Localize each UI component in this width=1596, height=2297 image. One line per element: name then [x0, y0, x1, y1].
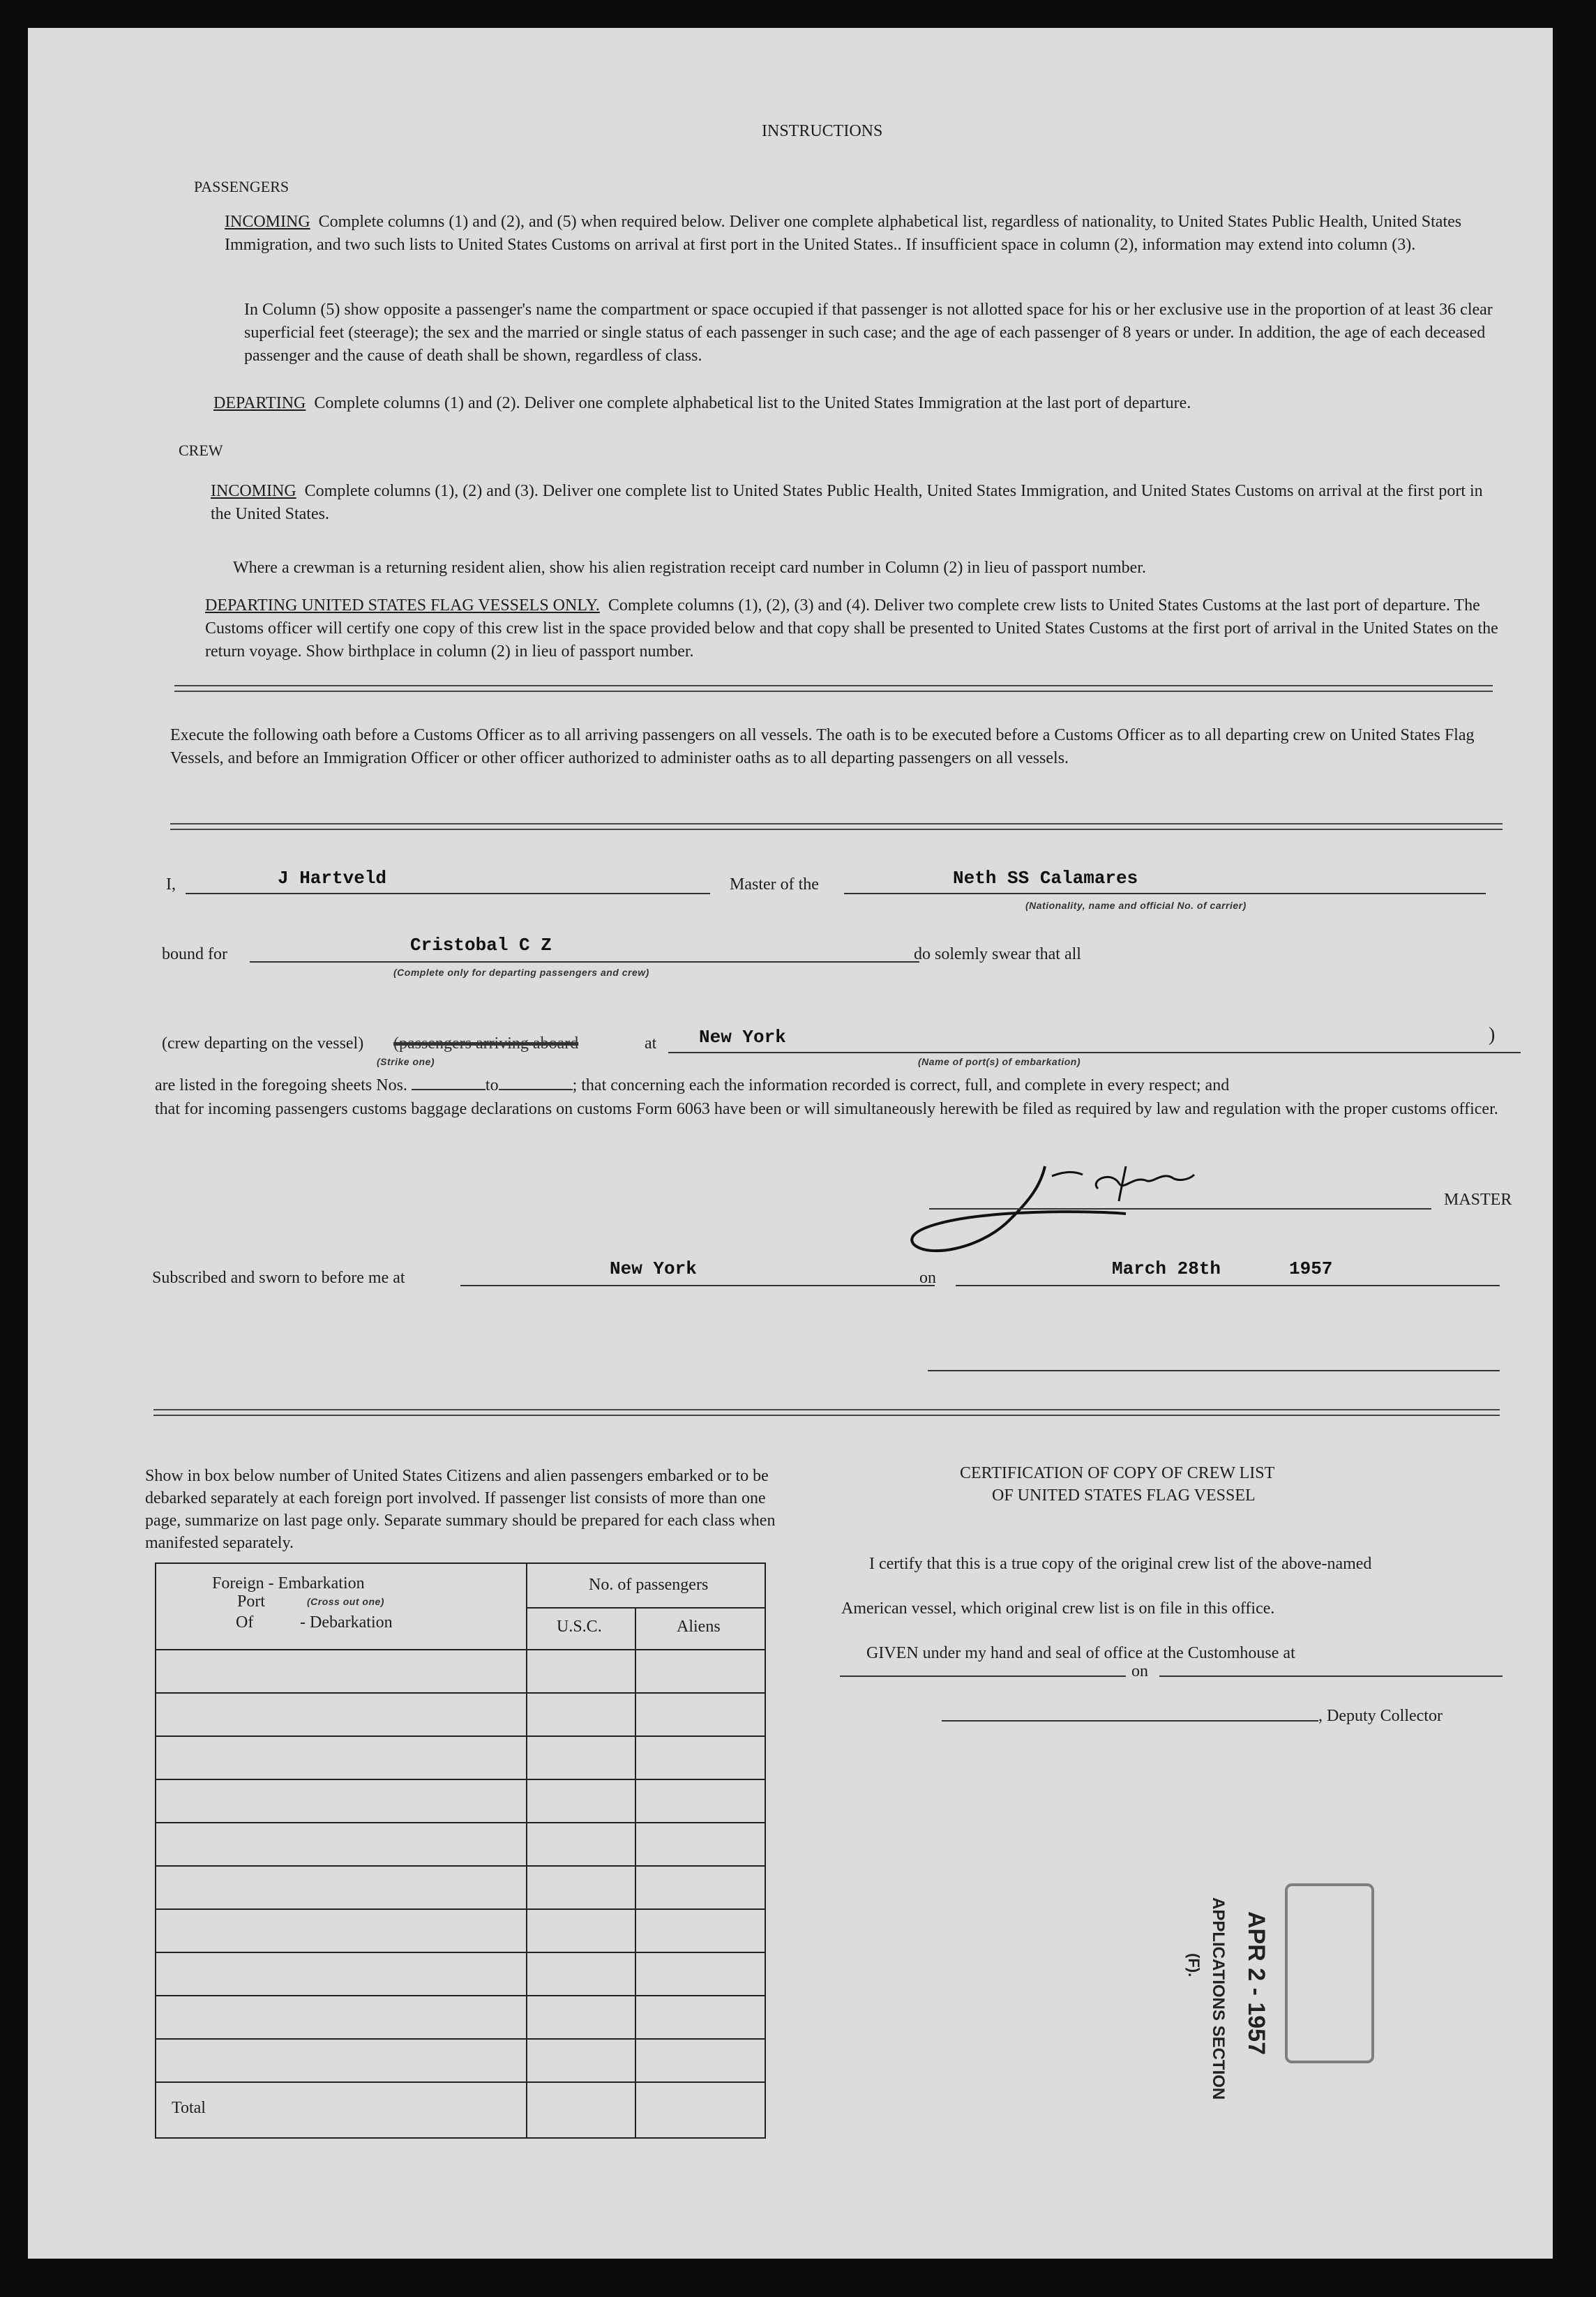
table-row-divider [156, 1779, 765, 1780]
sworn-on-label: on [919, 1269, 936, 1287]
strike-caption: (Strike one) [377, 1056, 435, 1067]
master-name-line [186, 893, 710, 894]
departing-text: Complete columns (1) and (2). Deliver one complete alphabetical list to the United States Immigration at the last port of departure. [314, 394, 1191, 412]
col-of-header: Of [236, 1613, 254, 1632]
passengers-incoming-instruction [225, 211, 1529, 257]
flag-text: Complete columns (1), (2), (3) and (4). Deliver two complete crew lists to United States Customs at the last port of departure. The Customs officer will certify one copy of this crew list in the space provided below and that copy shall be presented to United States Customs at the first port of arrival in the United States on the return voyage. Show birthplace in column (2) in lieu of passport number. [205, 596, 1498, 661]
at-label: at [645, 1034, 657, 1053]
col-passengers-header: No. of passengers [589, 1576, 709, 1594]
master-label: MASTER [1444, 1191, 1512, 1209]
struck-passengers-text: (passengers arriving aboard [393, 1034, 579, 1053]
stamp-border [1285, 1883, 1374, 2063]
sheet-from-field [412, 1089, 485, 1090]
table-row-divider [156, 2081, 765, 2083]
vessel-line [844, 893, 1486, 894]
vessel-value: Neth SS Calamares [953, 868, 1138, 889]
to-label: to [485, 1076, 499, 1094]
sheets-suffix: ; that concerning each the information recorded is correct, full, and complete in every respect; and [572, 1076, 1230, 1094]
sworn-date-line [956, 1285, 1500, 1286]
certification-title-line2: OF UNITED STATES FLAG VESSEL [992, 1486, 1256, 1505]
table-column-divider [635, 1607, 636, 2137]
certification-line1: I certify that this is a true copy of the original crew list of the above-named [869, 1555, 1372, 1573]
certification-line2: American vessel, which original crew list is on file in this office. [841, 1599, 1275, 1618]
sworn-year-value: 1957 [1289, 1258, 1333, 1279]
summary-instructions: Show in box below number of United States Citizens and alien passengers embarked or to be debarked separately at each foreign port involved. If passenger list consists of more than one page, summarize on last page only. Separate summary should be prepared for each class when manifested separately. [145, 1467, 776, 1552]
table-row-divider [156, 1865, 765, 1867]
table-row-divider [156, 1822, 765, 1823]
crew-departing-text: (crew departing on the vessel) [162, 1034, 364, 1053]
table-row-divider [156, 2038, 765, 2040]
section-divider [153, 1409, 1500, 1416]
oath-intro: Execute the following oath before a Customs Officer as to all arriving passengers on all vessels. The oath is to be executed before a Customs Officer as to all departing crew on United States Flag Vessels, and before an Immigration Officer or other officer authorized to administer oaths as to all departing passengers on all vessels. [170, 726, 1475, 767]
deputy-signature-line [942, 1720, 1318, 1722]
customhouse-place-line [840, 1675, 1126, 1677]
table-row-divider [156, 1908, 765, 1910]
signature-line [929, 1208, 1431, 1210]
flag-vessel-instruction [205, 594, 1503, 663]
certification-on-label: on [1131, 1662, 1148, 1680]
master-name-value: J Hartveld [278, 868, 387, 889]
oath-i-label: I, [166, 875, 176, 894]
table-row-divider [156, 1692, 765, 1694]
instructions-title: INSTRUCTIONS [762, 122, 883, 140]
col-aliens-header: Aliens [677, 1618, 721, 1636]
col-cross-caption: (Cross out one) [307, 1596, 384, 1607]
embark-caption: (Name of port(s) of embarkation) [918, 1056, 1081, 1067]
table-row-divider [156, 1995, 765, 1996]
received-stamp [1123, 1883, 1374, 2100]
crew-incoming-text: Complete columns (1), (2) and (3). Deliver one complete list to United States Public Health, United States Immigration, and United States Customs on arrival at the first port in the United States. [211, 482, 1483, 523]
passenger-summary-table [155, 1562, 766, 2139]
incoming-label: INCOMING [225, 213, 310, 231]
master-of-label: Master of the [730, 875, 819, 894]
crewman-instruction: Where a crewman is a returning resident alien, show his alien registration receipt card number in Column (2) in lieu of passport number. [233, 559, 1146, 577]
col-port-header: Port [237, 1592, 266, 1611]
col-foreign-header: Foreign - Embarkation [212, 1574, 365, 1592]
deputy-collector-label: , Deputy Collector [1318, 1707, 1443, 1725]
section-divider [170, 823, 1503, 830]
sworn-place-line [460, 1285, 935, 1286]
stamp-code: (F). [1185, 1953, 1203, 1978]
vessel-caption: (Nationality, name and official No. of carrier) [1025, 900, 1247, 911]
total-label: Total [172, 2099, 206, 2117]
sworn-label: Subscribed and sworn to before me at [152, 1269, 405, 1287]
crew-heading: CREW [179, 442, 223, 459]
close-paren: ) [1489, 1024, 1496, 1046]
sheets-prefix: are listed in the foregoing sheets Nos. [155, 1076, 407, 1094]
certification-date-line [1159, 1675, 1503, 1677]
table-header-divider [526, 1607, 765, 1609]
sworn-date-value: March 28th [1112, 1258, 1221, 1279]
col-debark-header: - Debarkation [300, 1613, 393, 1632]
embark-port-line [668, 1052, 1521, 1053]
passengers-heading: PASSENGERS [194, 178, 289, 195]
column5-instruction: In Column (5) show opposite a passenger's name the compartment or space occupied if that passenger is not allotted space for his or her exclusive use in the proportion of at least 36 clear superficial feet (steerage); the sex and the married or single status of each passenger in such case; and the age of each passenger of 8 years or under. In addition, the age of each deceased passenger and the cause of death shall be shown, regardless of class. [244, 301, 1493, 365]
bound-for-label: bound for [162, 945, 227, 963]
document-page [28, 28, 1553, 2259]
stamp-date: APR 2 - 1957 [1243, 1911, 1270, 2055]
table-row-divider [156, 1735, 765, 1737]
baggage-statement: that for incoming passengers customs baggage declarations on customs Form 6063 have been or will simultaneously herewith be filed as required by law and regulation with the proper customs officer. [155, 1100, 1498, 1118]
table-row-divider [156, 1649, 765, 1650]
destination-caption: (Complete only for departing passengers and crew) [393, 967, 649, 978]
departing-label: DEPARTING [213, 394, 306, 412]
col-usc-header: U.S.C. [557, 1618, 602, 1636]
sworn-place-value: New York [610, 1258, 697, 1279]
officer-signature-line [928, 1370, 1500, 1371]
crew-incoming-instruction [211, 480, 1494, 526]
destination-line [250, 961, 919, 963]
swear-text: do solemly swear that all [914, 945, 1081, 963]
certification-title-line1: CERTIFICATION OF COPY OF CREW LIST [960, 1464, 1275, 1482]
certification-line3: GIVEN under my hand and seal of office at the Customhouse at [866, 1644, 1295, 1662]
sheet-to-field [499, 1089, 573, 1090]
incoming-text: Complete columns (1) and (2), and (5) when required below. Deliver one complete alphabetical list, regardless of nationality, to United States Public Health, United States Immigration, and two such lists to United States Customs on arrival at first port in the United States.. If insufficient space in column (2), information may extend into column (3). [225, 213, 1462, 254]
embark-port-value: New York [699, 1027, 786, 1048]
crew-incoming-label: INCOMING [211, 482, 296, 500]
sheets-statement [155, 1074, 1229, 1097]
destination-value: Cristobal C Z [410, 935, 552, 956]
passengers-departing-instruction [213, 392, 1525, 415]
section-divider [174, 685, 1493, 692]
flag-label: DEPARTING UNITED STATES FLAG VESSELS ONLY. [205, 596, 600, 615]
stamp-section: APPLICATIONS SECTION [1209, 1897, 1228, 2100]
table-row-divider [156, 1952, 765, 1953]
